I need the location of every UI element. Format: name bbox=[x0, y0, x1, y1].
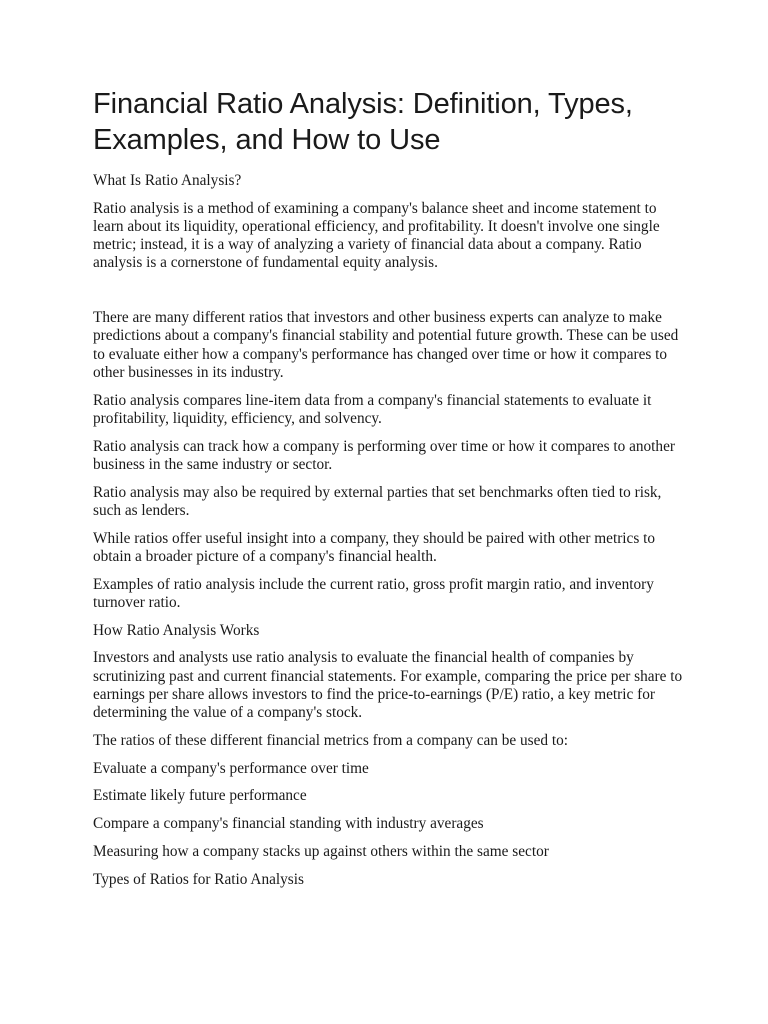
paragraph: Investors and analysts use ratio analysis to evaluate the financial health of companies by scrutinizing past and current financial statements. For example, comparing the price per share to earnings per share allows investors to find the price-to-earnings (P/E) ratio, a key metric for determining the value of a company's stock. bbox=[93, 649, 683, 722]
paragraph: While ratios offer useful insight into a company, they should be paired with other metrics to obtain a broader picture of a company's financial health. bbox=[93, 529, 656, 565]
paragraph: Ratio analysis is a method of examining a company's balance sheet and income statement to learn about its liquidity, operational efficiency, and profitability. It doesn't involve one single metric; instead, it is a way of analyzing a variety of financial data about a company. Ratio analysis is a cornerstone of fundamental equity analysis. bbox=[93, 199, 660, 272]
document-body bbox=[93, 86, 683, 899]
paragraph: Ratio analysis may also be required by external parties that set benchmarks often tied to risk, such as lenders. bbox=[93, 483, 662, 519]
document-title: Financial Ratio Analysis: Definition, Types, Examples, and How to Use bbox=[93, 88, 633, 156]
paragraph: The ratios of these different financial metrics from a company can be used to: bbox=[93, 731, 569, 749]
paragraph: Ratio analysis can track how a company is performing over time or how it compares to another business in the same industry or sector. bbox=[93, 437, 675, 473]
list-item: Measuring how a company stacks up against others within the same sector bbox=[93, 843, 549, 860]
paragraph: Ratio analysis compares line-item data from a company's financial statements to evaluate it profitability, liquidity, efficiency, and solvency. bbox=[93, 391, 652, 427]
blank-gap bbox=[93, 282, 683, 309]
list-item: Estimate likely future performance bbox=[93, 787, 307, 805]
section-heading-types: Types of Ratios for Ratio Analysis bbox=[93, 870, 304, 888]
paragraph: There are many different ratios that investors and other business experts can analyze to make predictions about a company's financial stability and potential future growth. These can be used to evaluate either how a company's performance has changed over time or how it compares to other businesses in its industry. bbox=[93, 309, 679, 381]
section-heading-what-is: What Is Ratio Analysis? bbox=[93, 172, 242, 189]
paragraph: Examples of ratio analysis include the current ratio, gross profit margin ratio, and inventory turnover ratio. bbox=[93, 575, 654, 611]
list-item: Evaluate a company's performance over time bbox=[93, 759, 369, 777]
list-item: Compare a company's financial standing with industry averages bbox=[93, 815, 484, 833]
section-heading-how-it-works: How Ratio Analysis Works bbox=[93, 621, 260, 639]
